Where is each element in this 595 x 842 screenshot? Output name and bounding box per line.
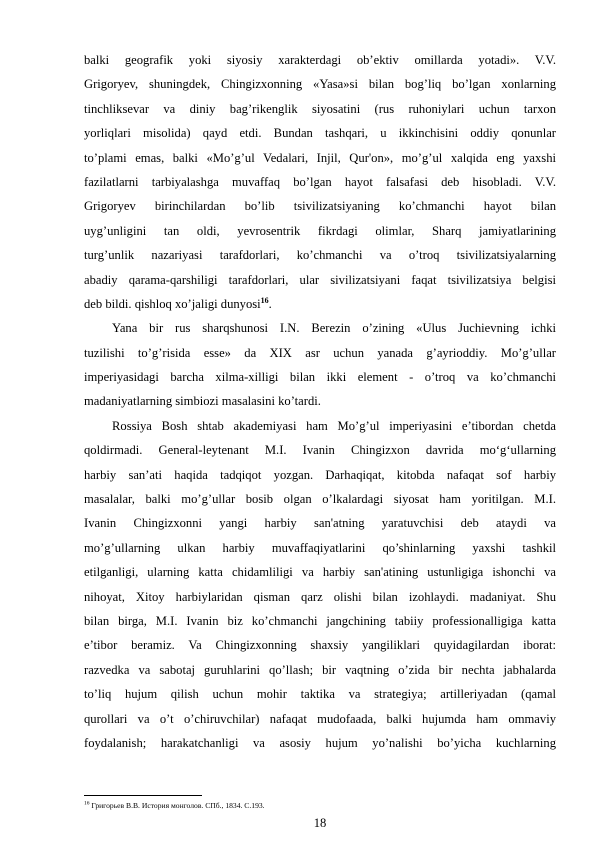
- text-line: harbiy san’ati haqida tadqiqot yozgan. Darhaqiqat, kitobda nafaqat sof harbiy: [84, 467, 556, 482]
- text-line: e’tibor beramiz. Va Chingizxonning shaxsiy yangiliklari quyidagilardan iborat:: [84, 638, 556, 653]
- text-line: abadiy qarama-qarshiligi tarafdorlari, ular sivilizatsiyani faqat tsivilizatsiya belgisi: [84, 272, 556, 287]
- text-line: mo’g’ullarning ulkan harbiy muvaffaqiyatlarini qo’shinlarning yaxshi tashkil: [84, 540, 556, 555]
- text-line: Rossiya Bosh shtab akademiyasi ham Mo’g’ul imperiyasini e’tibordan chetda: [112, 418, 556, 433]
- text-line: yorliqlari misolida) qayd etdi. Bundan tashqari, u ikkinchisini oddiy qonunlar: [84, 126, 556, 141]
- text-line: madaniyatlarning simbiozi masalasini ko’tardi.: [84, 394, 321, 409]
- footnote-text: Григорьев В.В. История монголов. СПб., 1834. С.193.: [91, 801, 265, 810]
- text-line: nihoyat, Xitoy harbiylaridan qisman qarz olishi bilan izohlaydi. madaniyat. Shu: [84, 589, 556, 604]
- text-line: to’plami emas, balki «Mo’g’ul Vedalari, Injil, Qur'on», mo’g’ul xalqida eng yaxshi: [84, 150, 556, 165]
- text-line: Grigoryev birinchilardan bo’lib tsivilizatsiyaning ko’chmanchi hayot bilan: [84, 199, 556, 214]
- text-line: razvedka va sabotaj guruhlarini qo’llash; bir vaqtning o’zida bir nechta jabhalarda: [84, 662, 556, 677]
- text-line: etilganligi, ularning katta chidamliligi va harbiy san'atining ustunligiga ishonchi va: [84, 565, 556, 580]
- text-line: Grigoryev, shuningdek, Chingizxonning «Yasa»si bilan bog’liq bo’lgan xonlarning: [84, 77, 556, 92]
- text-line: foydalanish; harakatchanligi va asosiy hujum yo’nalishi bo’yicha kuchlarning: [84, 735, 556, 750]
- page-number: 18: [313, 816, 327, 830]
- text-line: masalalar, balki mo’g’ullar bosib olgan o’lkalardagi siyosat ham yoritilgan. M.I.: [84, 492, 556, 507]
- text-line: uyg’unligini tan oldi, yevrosentrik fikrdagi olimlar, Sharq jamiyatlarining: [84, 223, 556, 238]
- text-line: imperiyasidagi barcha xilma-xilligi bilan ikki element - o’troq va ko’chmanchi: [84, 370, 556, 385]
- text-line: qurollari va o’t o’chiruvchilar) nafaqat mudofaada, balki hujumda ham ommaviy: [84, 711, 556, 726]
- text-line: turg’unlik nazariyasi tarafdorlari, ko’chmanchi va o’troq tsivilizatsiyalarning: [84, 248, 556, 263]
- paragraph-end-line: deb bildi. qishloq xo’jaligi dunyosi$^{16}$.: [84, 295, 272, 311]
- text-line: balki geografik yoki siyosiy xarakterdagi ob’ektiv omillarda yotadi». V.V.: [84, 53, 556, 67]
- text-line: Yana bir rus sharqshunosi I.N. Berezin o’zining «Ulus Juchievning ichki: [112, 321, 556, 336]
- text-line: fazilatlarni tarbiyalashga muvaffaq bo’lgan hayot falsafasi deb hisobladi. V.V.: [84, 174, 556, 189]
- footnote-number: 16: [84, 800, 90, 807]
- footnote-reference[interactable]: 16: [260, 295, 269, 305]
- footnote-divider: [84, 795, 202, 796]
- text-line: qoldirmadi. General-leytenant M.I. Ivanin Chingizxon davrida mo‘g‘ullarning: [84, 443, 556, 458]
- text-line: deb bildi. qishloq xo’jaligi dunyosi: [84, 296, 261, 311]
- text-line: tuzilishi to’g’risida esse» da XIX asr uchun yanada g’ayrioddiy. Mo’g’ullar: [84, 345, 556, 360]
- text-line: to’liq hujum qilish uchun mohir taktika va strategiya; artilleriyadan (qamal: [84, 687, 556, 702]
- text-line: bilan birga, M.I. Ivanin biz ko’chmanchi jangchining tabiiy professionalligiga katta: [84, 613, 556, 628]
- text-line: Ivanin Chingizxonni yangi harbiy san'atning yaratuvchisi deb ataydi va: [84, 516, 556, 531]
- text-line: tinchliksevar va diniy bag’rikenglik siyosatini (rus ruhoniylari uchun tarxon: [84, 101, 556, 116]
- body-text: [84, 48, 556, 755]
- footnote: [84, 800, 556, 811]
